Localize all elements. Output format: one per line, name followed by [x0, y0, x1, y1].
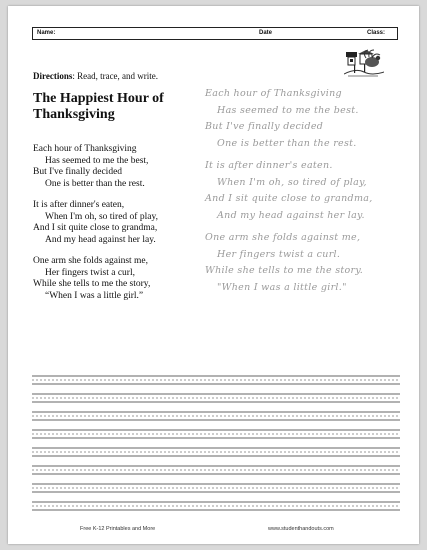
thanksgiving-turkey-house-icon	[344, 48, 384, 80]
writing-lines-svg	[32, 372, 400, 517]
trace-line: When I'm oh, so tired of play,	[217, 176, 367, 188]
date-label: Date	[259, 30, 273, 36]
trace-line: One arm she folds against me,	[205, 232, 361, 243]
poem-stanza	[33, 256, 213, 302]
directions-text: : Read, trace, and write.	[72, 71, 159, 81]
footer-left-text: Free K-12 Printables and More	[80, 526, 156, 532]
poem-line: “When I was a little girl.”	[45, 290, 144, 301]
trace-stanza	[205, 158, 405, 224]
poem-line: One arm she folds against me,	[33, 256, 149, 266]
trace-line: It is after dinner's eaten.	[205, 160, 333, 171]
poem-title: The Happiest Hour of Thanksgiving	[33, 91, 164, 122]
footer-url-link[interactable]: www.studenthandouts.com	[268, 526, 334, 532]
poem-line: It is after dinner's eaten,	[33, 200, 125, 210]
worksheet-page	[8, 6, 419, 544]
trace-stanza	[205, 86, 405, 152]
directions-label: Directions	[33, 71, 73, 81]
poem-line: And I sit quite close to grandma,	[33, 223, 158, 233]
poem-line: Her fingers twist a curl,	[45, 267, 135, 278]
poem-line: Has seemed to me the best,	[45, 155, 149, 166]
trace-text	[205, 86, 405, 302]
trace-stanza	[205, 230, 405, 296]
trace-line: Her fingers twist a curl.	[217, 248, 341, 260]
trace-line: And my head against her lay.	[217, 209, 365, 221]
poem-line: But I've finally decided	[33, 167, 123, 177]
poem-stanza	[33, 144, 213, 190]
name-label: Name:	[37, 30, 56, 36]
class-label: Class:	[367, 30, 386, 36]
poem-stanza	[33, 200, 213, 246]
poem-text	[33, 144, 213, 312]
poem-line: Each hour of Thanksgiving	[33, 144, 137, 154]
writing-lines[interactable]	[32, 372, 400, 517]
poem-line: When I'm oh, so tired of play,	[45, 211, 158, 222]
trace-line: While she tells to me the story.	[205, 265, 364, 276]
trace-line: Each hour of Thanksgiving	[205, 88, 342, 99]
poem-line: One is better than the rest.	[45, 178, 145, 189]
trace-line: And I sit quite close to grandma,	[205, 193, 373, 204]
trace-line: "When I was a little girl."	[217, 281, 347, 293]
trace-line: Has seemed to me the best.	[217, 104, 359, 116]
poem-line: While she tells to me the story,	[33, 279, 151, 289]
poem-line: And my head against her lay.	[45, 234, 156, 245]
trace-line: But I've finally decided	[205, 121, 324, 132]
name-date-class-bar	[32, 27, 398, 40]
trace-line: One is better than the rest.	[217, 137, 357, 149]
directions	[33, 71, 158, 81]
